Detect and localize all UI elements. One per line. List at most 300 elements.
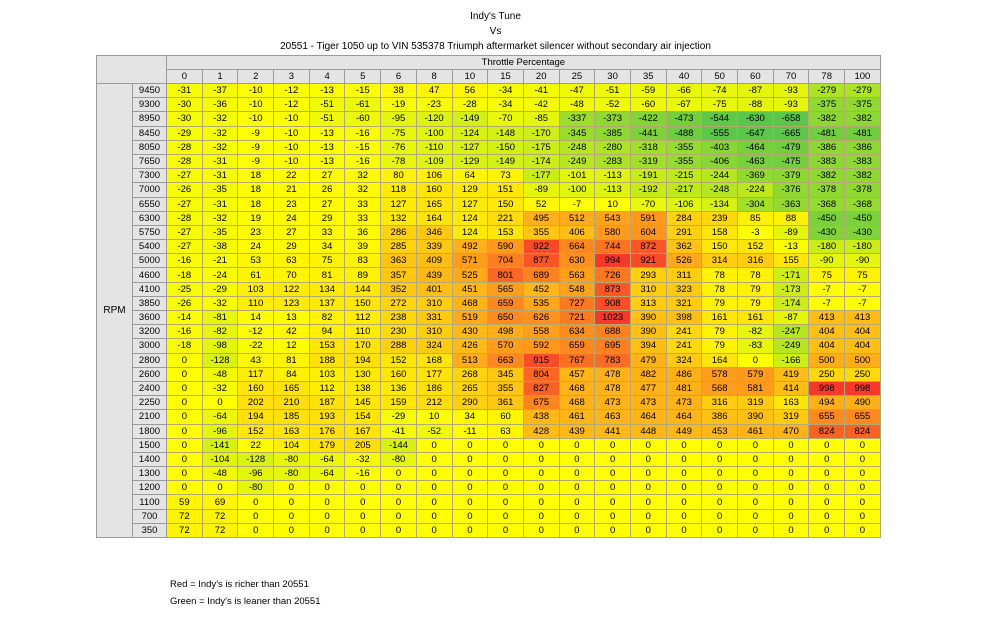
map-cell: 153 xyxy=(309,339,345,353)
throttle-header-70: 70 xyxy=(773,70,809,84)
map-cell: 468 xyxy=(559,381,595,395)
map-cell: 153 xyxy=(488,225,524,239)
map-cell: 0 xyxy=(595,438,631,452)
map-cell: -90 xyxy=(809,254,845,268)
map-cell: -82 xyxy=(738,325,774,339)
map-cell: 915 xyxy=(523,353,559,367)
rpm-label: 1500 xyxy=(133,438,167,452)
map-cell: -430 xyxy=(809,225,845,239)
map-cell: 0 xyxy=(702,523,738,537)
table-row xyxy=(97,311,881,325)
map-cell: 268 xyxy=(452,367,488,381)
map-cell: 464 xyxy=(630,410,666,424)
map-cell: -66 xyxy=(666,84,702,98)
map-cell: 0 xyxy=(773,452,809,466)
table-row xyxy=(97,268,881,282)
map-cell: -355 xyxy=(666,140,702,154)
map-cell: -430 xyxy=(845,225,881,239)
map-cell: 110 xyxy=(238,296,274,310)
map-cell: -110 xyxy=(416,140,452,154)
map-cell: -12 xyxy=(238,325,274,339)
throttle-header-10: 10 xyxy=(452,70,488,84)
throttle-header-8: 8 xyxy=(416,70,452,84)
map-cell: -376 xyxy=(773,183,809,197)
map-cell: 0 xyxy=(523,509,559,523)
table-row xyxy=(97,339,881,353)
map-cell: -25 xyxy=(167,282,203,296)
map-cell: -9 xyxy=(238,154,274,168)
map-cell: 14 xyxy=(238,311,274,325)
map-cell: 10 xyxy=(595,197,631,211)
map-cell: 33 xyxy=(309,225,345,239)
map-cell: 0 xyxy=(666,452,702,466)
map-cell: 0 xyxy=(416,523,452,537)
map-cell: 804 xyxy=(523,367,559,381)
map-cell: 0 xyxy=(309,481,345,495)
map-cell: 24 xyxy=(238,240,274,254)
map-cell: 695 xyxy=(595,339,631,353)
map-cell: 179 xyxy=(309,438,345,452)
map-cell: 0 xyxy=(416,467,452,481)
map-cell: 570 xyxy=(488,339,524,353)
map-cell: 0 xyxy=(809,509,845,523)
map-cell: 145 xyxy=(345,396,381,410)
map-cell: 0 xyxy=(595,452,631,466)
map-cell: -174 xyxy=(773,296,809,310)
map-cell: 22 xyxy=(274,169,310,183)
map-cell: 78 xyxy=(738,268,774,282)
throttle-header-2: 2 xyxy=(238,70,274,84)
map-cell: 134 xyxy=(309,282,345,296)
map-cell: -32 xyxy=(202,211,238,225)
map-cell: 81 xyxy=(309,268,345,282)
map-cell: -74 xyxy=(702,84,738,98)
map-cell: 873 xyxy=(595,282,631,296)
map-cell: 0 xyxy=(167,481,203,495)
map-cell: 32 xyxy=(345,169,381,183)
map-cell: 727 xyxy=(559,296,595,310)
throttle-header-78: 78 xyxy=(809,70,845,84)
map-cell: 0 xyxy=(523,438,559,452)
map-cell: 10 xyxy=(416,410,452,424)
rpm-label: 6550 xyxy=(133,197,167,211)
map-cell: 0 xyxy=(381,523,417,537)
table-row xyxy=(97,438,881,452)
map-cell: -42 xyxy=(523,98,559,112)
map-cell: 486 xyxy=(666,367,702,381)
map-cell: 310 xyxy=(630,282,666,296)
map-cell: 314 xyxy=(702,254,738,268)
map-cell: 0 xyxy=(702,509,738,523)
map-cell: 70 xyxy=(274,268,310,282)
map-cell: 0 xyxy=(488,481,524,495)
map-cell: 548 xyxy=(559,282,595,296)
table-row xyxy=(97,98,881,112)
map-cell: 362 xyxy=(666,240,702,254)
map-cell: -386 xyxy=(809,140,845,154)
map-cell: 210 xyxy=(274,396,310,410)
map-cell: 675 xyxy=(523,396,559,410)
map-cell: -81 xyxy=(202,311,238,325)
map-cell: -101 xyxy=(559,169,595,183)
table-row xyxy=(97,126,881,140)
map-cell: 663 xyxy=(488,353,524,367)
legend-green: Green = Indy's is leaner than 20551 xyxy=(170,596,321,607)
rpm-label: 8950 xyxy=(133,112,167,126)
map-cell: 0 xyxy=(809,495,845,509)
throttle-header-20: 20 xyxy=(523,70,559,84)
map-cell: 406 xyxy=(559,225,595,239)
map-cell: -373 xyxy=(595,112,631,126)
map-cell: 0 xyxy=(630,438,666,452)
map-cell: 33 xyxy=(345,197,381,211)
map-cell: 0 xyxy=(488,523,524,537)
map-cell: 0 xyxy=(523,495,559,509)
map-cell: -180 xyxy=(809,240,845,254)
map-cell: -80 xyxy=(381,452,417,466)
map-cell: 0 xyxy=(738,452,774,466)
map-cell: -27 xyxy=(167,197,203,211)
map-cell: 313 xyxy=(630,296,666,310)
map-cell: 568 xyxy=(702,381,738,395)
map-cell: -52 xyxy=(416,424,452,438)
map-cell: 0 xyxy=(630,509,666,523)
map-cell: 500 xyxy=(845,353,881,367)
map-cell: 0 xyxy=(345,481,381,495)
map-cell: 0 xyxy=(809,481,845,495)
rpm-label: 4100 xyxy=(133,282,167,296)
map-cell: -51 xyxy=(595,84,631,98)
map-cell: -10 xyxy=(274,140,310,154)
map-cell: -83 xyxy=(738,339,774,353)
map-cell: -10 xyxy=(274,126,310,140)
map-cell: -280 xyxy=(595,140,631,154)
map-cell: 27 xyxy=(309,197,345,211)
map-cell: 655 xyxy=(809,410,845,424)
map-cell: 0 xyxy=(416,452,452,466)
map-cell: -217 xyxy=(666,183,702,197)
map-cell: -150 xyxy=(488,140,524,154)
map-cell: 590 xyxy=(488,240,524,254)
map-cell: 689 xyxy=(523,268,559,282)
table-row xyxy=(97,424,881,438)
map-cell: 124 xyxy=(452,211,488,225)
map-cell: -488 xyxy=(666,126,702,140)
map-cell: -16 xyxy=(345,467,381,481)
map-cell: 160 xyxy=(416,183,452,197)
map-cell: 404 xyxy=(845,339,881,353)
map-cell: -318 xyxy=(630,140,666,154)
map-cell: 321 xyxy=(666,296,702,310)
map-cell: 27 xyxy=(274,225,310,239)
map-cell: -368 xyxy=(809,197,845,211)
map-cell: 63 xyxy=(488,424,524,438)
map-cell: -52 xyxy=(595,98,631,112)
map-cell: 478 xyxy=(595,381,631,395)
map-cell: -382 xyxy=(809,112,845,126)
map-cell: 18 xyxy=(238,197,274,211)
map-cell: -98 xyxy=(202,339,238,353)
map-cell: 565 xyxy=(488,282,524,296)
map-cell: 994 xyxy=(595,254,631,268)
map-cell: -60 xyxy=(345,112,381,126)
map-cell: -31 xyxy=(202,197,238,211)
map-cell: 118 xyxy=(381,183,417,197)
map-cell: 33 xyxy=(345,211,381,225)
map-cell: 0 xyxy=(702,495,738,509)
map-cell: 0 xyxy=(773,467,809,481)
map-cell: 187 xyxy=(309,396,345,410)
rpm-label: 8050 xyxy=(133,140,167,154)
map-cell: 310 xyxy=(416,296,452,310)
map-cell: 32 xyxy=(345,183,381,197)
map-cell: 0 xyxy=(702,452,738,466)
map-cell: 79 xyxy=(738,282,774,296)
map-cell: -382 xyxy=(845,169,881,183)
map-cell: 272 xyxy=(381,296,417,310)
map-cell: -28 xyxy=(167,154,203,168)
map-cell: -64 xyxy=(202,410,238,424)
map-cell: 202 xyxy=(238,396,274,410)
map-cell: 0 xyxy=(666,495,702,509)
map-cell: 470 xyxy=(773,424,809,438)
map-cell: 0 xyxy=(595,467,631,481)
map-cell: -248 xyxy=(702,183,738,197)
map-cell: 72 xyxy=(202,509,238,523)
map-cell: 0 xyxy=(381,467,417,481)
map-cell: 655 xyxy=(845,410,881,424)
map-cell: 0 xyxy=(238,495,274,509)
map-cell: 27 xyxy=(309,169,345,183)
map-cell: 591 xyxy=(630,211,666,225)
map-cell: 124 xyxy=(452,225,488,239)
rpm-label: 2600 xyxy=(133,367,167,381)
map-cell: 0 xyxy=(702,438,738,452)
map-cell: -38 xyxy=(202,240,238,254)
map-cell: 43 xyxy=(238,353,274,367)
map-cell: -171 xyxy=(773,268,809,282)
map-cell: 163 xyxy=(274,424,310,438)
map-cell: 0 xyxy=(559,467,595,481)
map-cell: 230 xyxy=(381,325,417,339)
table-row xyxy=(97,523,881,537)
map-cell: -41 xyxy=(523,84,559,98)
map-cell: 72 xyxy=(202,523,238,537)
map-cell: 150 xyxy=(488,197,524,211)
map-cell: 704 xyxy=(488,254,524,268)
map-cell: 0 xyxy=(345,495,381,509)
map-cell: 0 xyxy=(559,523,595,537)
map-cell: 439 xyxy=(559,424,595,438)
map-cell: 311 xyxy=(666,268,702,282)
map-cell: 0 xyxy=(738,438,774,452)
throttle-header-25: 25 xyxy=(559,70,595,84)
map-cell: 908 xyxy=(595,296,631,310)
map-cell: 827 xyxy=(523,381,559,395)
throttle-header-40: 40 xyxy=(666,70,702,84)
map-cell: -104 xyxy=(202,452,238,466)
map-cell: 160 xyxy=(238,381,274,395)
rpm-label: 7300 xyxy=(133,169,167,183)
rpm-label: 1800 xyxy=(133,424,167,438)
map-cell: 22 xyxy=(238,438,274,452)
map-cell: 390 xyxy=(630,325,666,339)
map-cell: 477 xyxy=(630,381,666,395)
map-cell: 63 xyxy=(274,254,310,268)
map-cell: 127 xyxy=(381,197,417,211)
map-cell: 877 xyxy=(523,254,559,268)
table-row xyxy=(97,140,881,154)
rpm-label: 5400 xyxy=(133,240,167,254)
map-cell: -12 xyxy=(274,84,310,98)
map-cell: 404 xyxy=(845,325,881,339)
map-cell: -24 xyxy=(202,268,238,282)
map-cell: -450 xyxy=(809,211,845,225)
map-cell: 626 xyxy=(523,311,559,325)
map-cell: -16 xyxy=(167,325,203,339)
map-cell: 53 xyxy=(238,254,274,268)
map-cell: 34 xyxy=(452,410,488,424)
map-cell: -51 xyxy=(309,112,345,126)
map-cell: 461 xyxy=(559,410,595,424)
map-cell: -10 xyxy=(238,112,274,126)
map-cell: 78 xyxy=(702,282,738,296)
throttle-header-15: 15 xyxy=(488,70,524,84)
table-row xyxy=(97,481,881,495)
map-cell: 59 xyxy=(167,495,203,509)
map-cell: 0 xyxy=(845,495,881,509)
map-cell: 85 xyxy=(738,211,774,225)
map-cell: -26 xyxy=(167,296,203,310)
map-cell: 872 xyxy=(630,240,666,254)
map-cell: 0 xyxy=(416,481,452,495)
map-cell: 0 xyxy=(345,509,381,523)
map-cell: 60 xyxy=(488,410,524,424)
map-cell: -12 xyxy=(274,98,310,112)
map-cell: -378 xyxy=(845,183,881,197)
map-cell: 0 xyxy=(452,452,488,466)
table-row xyxy=(97,452,881,466)
map-cell: -29 xyxy=(202,282,238,296)
map-cell: 998 xyxy=(845,381,881,395)
rpm-label: 6300 xyxy=(133,211,167,225)
map-cell: 0 xyxy=(666,438,702,452)
table-row xyxy=(97,495,881,509)
map-cell: 34 xyxy=(309,240,345,254)
table-row xyxy=(97,282,881,296)
map-cell: 355 xyxy=(523,225,559,239)
map-cell: 291 xyxy=(666,225,702,239)
map-cell: -244 xyxy=(702,169,738,183)
map-cell: 0 xyxy=(666,523,702,537)
map-cell: 19 xyxy=(238,211,274,225)
map-cell: -383 xyxy=(809,154,845,168)
map-cell: -7 xyxy=(845,296,881,310)
map-cell: -32 xyxy=(202,140,238,154)
map-cell: 0 xyxy=(452,495,488,509)
map-cell: 526 xyxy=(666,254,702,268)
map-cell: -481 xyxy=(809,126,845,140)
map-cell: 650 xyxy=(488,311,524,325)
map-cell: 0 xyxy=(416,438,452,452)
map-cell: -375 xyxy=(809,98,845,112)
map-cell: 69 xyxy=(202,495,238,509)
map-cell: 0 xyxy=(630,481,666,495)
map-cell: 361 xyxy=(488,396,524,410)
map-cell: -386 xyxy=(845,140,881,154)
map-cell: -96 xyxy=(202,424,238,438)
map-cell: 464 xyxy=(666,410,702,424)
map-cell: 494 xyxy=(809,396,845,410)
map-cell: 0 xyxy=(630,452,666,466)
map-cell: -18 xyxy=(167,268,203,282)
map-cell: -23 xyxy=(416,98,452,112)
map-cell: 398 xyxy=(666,311,702,325)
map-cell: 558 xyxy=(523,325,559,339)
map-cell: 185 xyxy=(274,410,310,424)
rpm-label: 3600 xyxy=(133,311,167,325)
map-cell: -16 xyxy=(345,126,381,140)
map-cell: -78 xyxy=(381,154,417,168)
map-cell: 500 xyxy=(809,353,845,367)
map-cell: 0 xyxy=(773,481,809,495)
map-cell: 0 xyxy=(167,410,203,424)
map-cell: -355 xyxy=(666,154,702,168)
map-cell: 0 xyxy=(488,438,524,452)
map-cell: 194 xyxy=(238,410,274,424)
map-cell: -36 xyxy=(202,98,238,112)
map-cell: -88 xyxy=(738,98,774,112)
rpm-label: 700 xyxy=(133,509,167,523)
map-cell: 21 xyxy=(274,183,310,197)
map-cell: -7 xyxy=(559,197,595,211)
throttle-header-30: 30 xyxy=(595,70,631,84)
map-cell: -441 xyxy=(630,126,666,140)
map-cell: 0 xyxy=(488,452,524,466)
map-cell: 401 xyxy=(416,282,452,296)
map-cell: 0 xyxy=(630,523,666,537)
map-cell: -10 xyxy=(274,154,310,168)
map-cell: -15 xyxy=(345,84,381,98)
rpm-label: 5000 xyxy=(133,254,167,268)
map-cell: 581 xyxy=(738,381,774,395)
map-cell: -47 xyxy=(559,84,595,98)
map-cell: 165 xyxy=(274,381,310,395)
map-cell: -80 xyxy=(274,467,310,481)
map-cell: 250 xyxy=(809,367,845,381)
map-cell: -13 xyxy=(773,240,809,254)
map-cell: -3 xyxy=(738,225,774,239)
map-cell: 481 xyxy=(666,381,702,395)
map-cell: -658 xyxy=(773,112,809,126)
map-cell: 250 xyxy=(845,367,881,381)
map-cell: 0 xyxy=(666,481,702,495)
map-cell: 0 xyxy=(738,509,774,523)
map-cell: 123 xyxy=(274,296,310,310)
map-cell: -48 xyxy=(202,467,238,481)
map-cell: -32 xyxy=(202,381,238,395)
map-cell: 355 xyxy=(488,381,524,395)
map-cell: 72 xyxy=(167,509,203,523)
table-row xyxy=(97,240,881,254)
map-cell: -67 xyxy=(666,98,702,112)
rpm-label: 5750 xyxy=(133,225,167,239)
map-cell: -109 xyxy=(416,154,452,168)
table-row xyxy=(97,112,881,126)
rpm-label: 1200 xyxy=(133,481,167,495)
map-cell: 357 xyxy=(381,268,417,282)
map-cell: 52 xyxy=(523,197,559,211)
